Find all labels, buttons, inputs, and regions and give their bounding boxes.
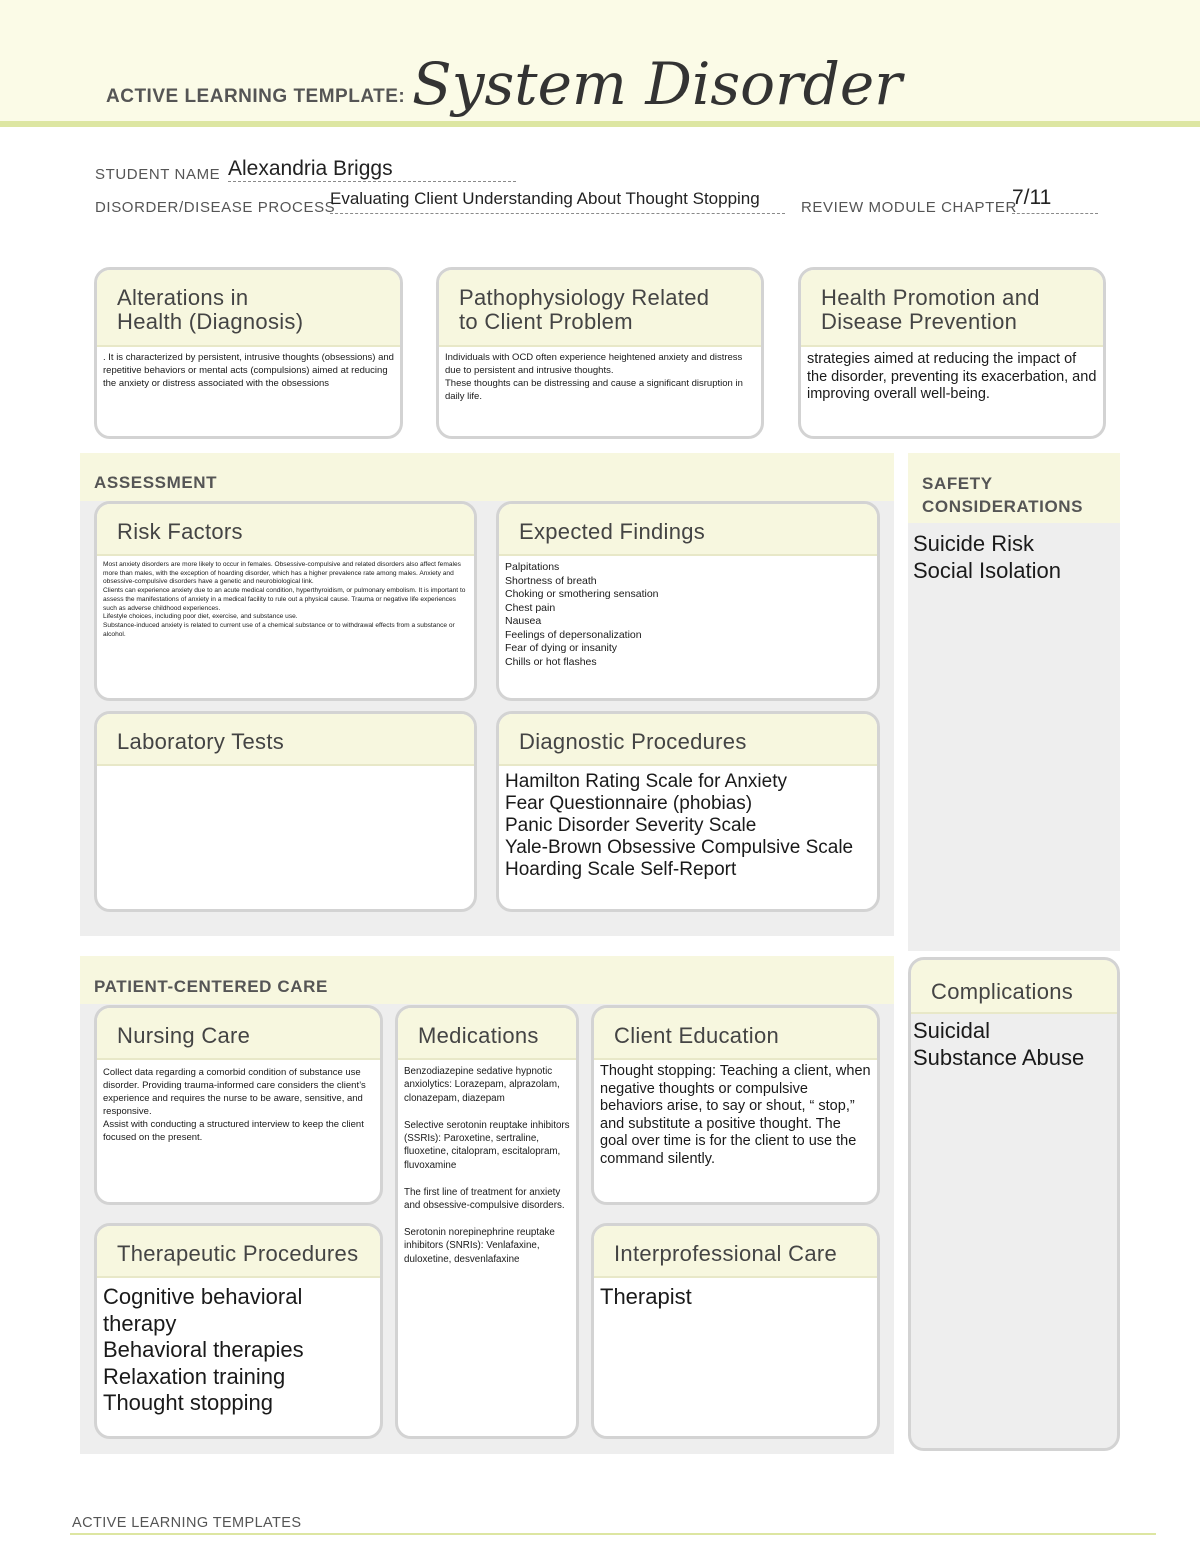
client-education-box <box>591 1005 880 1205</box>
risk-factors-text[interactable]: Most anxiety disorders are more likely to occur in females. Obsessive-compulsive and related disorders also affect females more than males, with the exception of hoarding disorder, which has a higher prevalence rate among males. Anxiety and obsessive-compulsive disorders have a genetic and neurobiological link. Clients can experience anxiety due to an acute medical condition, hyperthyroidism, or pulmonary embolism. It is important to assess the manifestations of anxiety in a medical facility to rule out a physical cause. Trauma or negative life experiences such as adverse childhood experiences. Lifestyle choices, including poor diet, exercise, and substance use. Substance-induced anxiety is related to current use of a chemical substance or to withdrawal effects from a substance or alcohol. <box>103 561 466 638</box>
client-education-title: Client Education <box>594 1008 877 1060</box>
student-name-label: STUDENT NAME <box>95 166 221 183</box>
nursing-care-box <box>94 1005 383 1205</box>
complications-title: Complications <box>911 960 1117 1014</box>
alterations-title: Alterations in Health (Diagnosis) <box>97 270 400 347</box>
disorder-label: DISORDER/DISEASE PROCESS <box>95 199 336 216</box>
disorder-value: Evaluating Client Understanding About Thought Stopping <box>330 189 760 208</box>
template-label: ACTIVE LEARNING TEMPLATE: <box>106 86 406 107</box>
footer-text: ACTIVE LEARNING TEMPLATES <box>72 1515 302 1531</box>
header-divider <box>0 121 1200 127</box>
finding-item: Palpitations <box>505 561 560 573</box>
diagnostic-item: Hoarding Scale Self-Report <box>505 859 737 880</box>
complication-item: Substance Abuse <box>913 1044 1085 1070</box>
medications-title: Medications <box>398 1008 576 1060</box>
complications-list[interactable] <box>911 1014 1117 1075</box>
diagnostic-procedures-title: Diagnostic Procedures <box>499 714 877 766</box>
safety-heading: SAFETY CONSIDERATIONS <box>922 474 1084 516</box>
health-promotion-title: Health Promotion and Disease Prevention <box>801 270 1103 347</box>
diagnostic-item: Panic Disorder Severity Scale <box>505 815 757 836</box>
chapter-value: 7/11 <box>1012 186 1052 209</box>
expected-findings-list[interactable] <box>499 556 877 673</box>
therapeutic-procedures-list[interactable] <box>97 1278 380 1421</box>
safety-panel <box>908 453 1120 951</box>
finding-item: Chills or hot flashes <box>505 655 597 668</box>
safety-list[interactable] <box>913 531 1061 584</box>
finding-item: Chest pain <box>505 601 556 614</box>
finding-item: Fear of dying or insanity <box>505 642 618 654</box>
diagnostic-item: Yale-Brown Obsessive Compulsive Scale <box>505 837 854 858</box>
safety-item: Suicide Risk <box>913 531 1035 556</box>
alterations-text[interactable]: . It is characterized by persistent, intrusive thoughts (obsessions) and repetitive behaviors or mental acts (compulsions) aimed at reducing the anxiety or distress associated with the obsessions <box>103 352 394 389</box>
expected-findings-title: Expected Findings <box>499 504 877 556</box>
therapeutic-item: Thought stopping <box>103 1390 274 1415</box>
safety-item: Social Isolation <box>913 557 1061 583</box>
footer-divider <box>70 1533 1156 1535</box>
finding-item: Nausea <box>505 615 542 627</box>
pathophysiology-box <box>436 267 764 439</box>
nursing-care-title: Nursing Care <box>97 1008 380 1060</box>
laboratory-tests-title: Laboratory Tests <box>97 714 474 766</box>
pathophysiology-title: Pathophysiology Related to Client Problem <box>439 270 761 347</box>
therapeutic-procedures-box <box>94 1223 383 1439</box>
medications-text[interactable]: Benzodiazepine sedative hypnotic anxiolytics: Lorazepam, alprazolam, clonazepam, diazepam Selective serotonin reuptake inhibitors (SSRIs): Paroxetine, sertraline, fluoxetine, citalopram, escitalopram, fluvoxamine The first line of treatment for anxiety and obsessive-compulsive disorders. Serotonin norepinephrine reuptake inhibitors (SNRIs): Venlafaxine, duloxetine, desvenlafaxine <box>404 1066 570 1265</box>
therapeutic-item: Cognitive behavioral therapy <box>103 1284 303 1336</box>
client-education-text[interactable]: Thought stopping: Teaching a client, when negative thoughts or compulsive behaviors arise, to say or shout, “ stop,” and substitute a positive thought. The goal over time is for the client to use the command silently. <box>600 1063 871 1167</box>
expected-findings-box <box>496 501 880 701</box>
chapter-label: REVIEW MODULE CHAPTER <box>801 199 1017 216</box>
complication-item: Suicidal <box>913 1018 991 1043</box>
nursing-care-text[interactable]: Collect data regarding a comorbid condition of substance use disorder. Providing trauma-informed care considers the client’s experience and requires the nurse to be aware, sensitive, and responsive. Assist with conducting a structured interview to keep the client focused on the present. <box>103 1067 366 1143</box>
diagnostic-procedures-box <box>496 711 880 912</box>
template-title: System Disorder <box>412 50 902 118</box>
therapeutic-procedures-title: Therapeutic Procedures <box>97 1226 380 1278</box>
diagnostic-item: Hamilton Rating Scale for Anxiety <box>505 771 787 792</box>
chapter-field[interactable] <box>1012 186 1098 214</box>
student-name-field[interactable] <box>228 157 516 182</box>
laboratory-tests-box <box>94 711 477 912</box>
disorder-field[interactable] <box>330 189 785 214</box>
interprofessional-care-box <box>591 1223 880 1439</box>
pathophysiology-text[interactable]: Individuals with OCD often experience heightened anxiety and distress due to persistent and intrusive thoughts. These thoughts can be distressing and cause a significant disruption in daily life. <box>445 352 743 402</box>
therapeutic-item: Behavioral therapies <box>103 1337 304 1362</box>
patient-care-heading: PATIENT-CENTERED CARE <box>94 977 328 996</box>
interprofessional-care-title: Interprofessional Care <box>594 1226 877 1278</box>
finding-item: Choking or smothering sensation <box>505 588 659 600</box>
health-promotion-box <box>798 267 1106 439</box>
finding-item: Shortness of breath <box>505 574 597 587</box>
diagnostic-procedures-list[interactable] <box>499 766 877 885</box>
alterations-box <box>94 267 403 439</box>
therapeutic-item: Relaxation training <box>103 1363 286 1389</box>
assessment-heading: ASSESSMENT <box>94 473 218 492</box>
medications-box <box>395 1005 579 1439</box>
risk-factors-title: Risk Factors <box>97 504 474 556</box>
finding-item: Feelings of depersonalization <box>505 628 642 641</box>
complications-box <box>908 957 1120 1451</box>
laboratory-tests-text[interactable] <box>97 766 474 774</box>
interprofessional-care-text[interactable]: Therapist <box>600 1284 692 1309</box>
health-promotion-text[interactable]: strategies aimed at reducing the impact of the disorder, preventing its exacerbation, and improving overall well-being. <box>807 351 1097 402</box>
diagnostic-item: Fear Questionnaire (phobias) <box>505 793 753 814</box>
student-name-value: Alexandria Briggs <box>228 157 393 180</box>
risk-factors-box <box>94 501 477 701</box>
